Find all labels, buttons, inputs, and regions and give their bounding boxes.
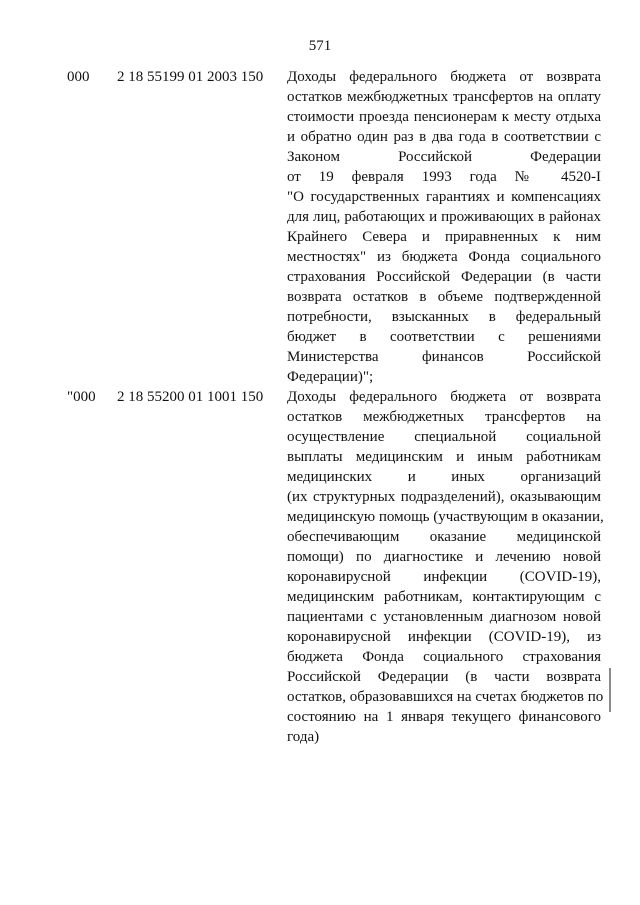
description-line: помощи) по диагностике и лечению новой <box>287 549 601 565</box>
description-line: обеспечивающим оказание медицинской <box>287 529 601 545</box>
description-line: Крайнего Севера и приравненных к ним <box>287 229 601 245</box>
description-line: Федерации)"; <box>287 369 374 385</box>
description-line: состоянию на 1 января текущего финансового <box>287 709 601 725</box>
description-line: Российской Федерации (в части возврата <box>287 669 601 685</box>
description-line: стоимости проезда пенсионерам к месту отдыха <box>287 109 601 125</box>
budget-classification-code: 2 18 55200 01 1001 150 <box>117 389 264 405</box>
description-line: (их структурных подразделений), оказывающим <box>287 489 601 505</box>
description-line: "О государственных гарантиях и компенсациях <box>287 189 601 205</box>
description-line: остатков межбюджетных трансфертов на оплату <box>287 89 601 105</box>
description-line: медицинских и иных организаций <box>287 469 601 485</box>
description-line: Доходы федерального бюджета от возврата <box>287 389 601 405</box>
description-line: года) <box>287 729 320 745</box>
description-line: для лиц, работающих и проживающих в районах <box>287 209 601 225</box>
admin-code: "000 <box>67 389 96 405</box>
income-description <box>287 67 601 387</box>
description-line: Министерства финансов Российской <box>287 349 601 365</box>
description-line: потребности, взысканных в федеральный <box>287 309 601 325</box>
description-line: выплаты медицинским и иным работникам <box>287 449 601 465</box>
description-line: бюджет в соответствии с решениями <box>287 329 601 345</box>
description-line: Законом Российской Федерации <box>287 149 601 165</box>
description-line: осуществление специальной социальной <box>287 429 601 445</box>
description-line: Доходы федерального бюджета от возврата <box>287 69 601 85</box>
description-line: коронавирусной инфекции (COVID-19), из <box>287 629 601 645</box>
description-line: пациентами с установленным диагнозом новой <box>287 609 601 625</box>
description-line: медицинскую помощь (участвующим в оказании, <box>287 509 604 525</box>
description-line: от 19 февраля 1993 года № 4520-I <box>287 169 601 185</box>
description-line: остатков, образовавшихся на счетах бюджетов по <box>287 689 604 705</box>
description-line: местностях" из бюджета Фонда социального <box>287 249 601 265</box>
description-line: страхования Российской Федерации (в части <box>287 269 601 285</box>
admin-code: 000 <box>67 69 90 85</box>
description-line: и обратно один раз в два года в соответствии с <box>287 129 601 145</box>
margin-scan-mark <box>609 668 611 712</box>
income-description <box>287 387 604 747</box>
budget-classification-code: 2 18 55199 01 2003 150 <box>117 69 264 85</box>
description-line: возврата остатков в объеме подтвержденной <box>287 289 601 305</box>
description-line: бюджета Фонда социального страхования <box>287 649 601 665</box>
description-line: коронавирусной инфекции (COVID-19), <box>287 569 601 585</box>
page-number: 571 <box>308 38 332 54</box>
description-line: остатков межбюджетных трансфертов на <box>287 409 601 425</box>
description-line: медицинским работникам, контактирующим с <box>287 589 601 605</box>
